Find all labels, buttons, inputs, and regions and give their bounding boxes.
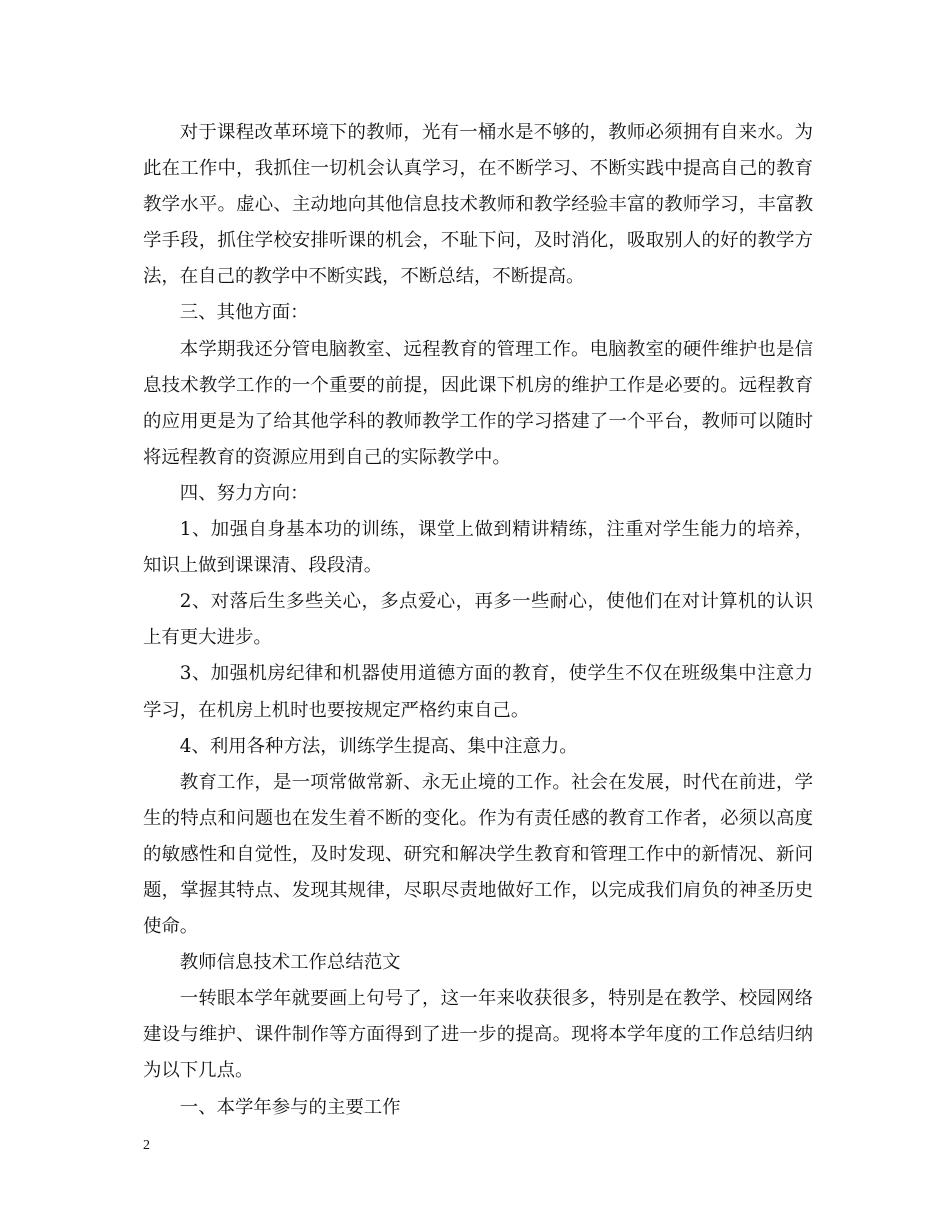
heading-effort-direction: 四、努力方向： (179, 482, 309, 504)
paragraph-computer-room-management: 本学期我还分管电脑教室、远程教育的管理工作。电脑教室的硬件维护也是信息技术教学工作的一个重要的前提，因此课下机房的维护工作是必要的。远程教育的应用更是为了给其他学科的教师教学工作的学习搭建了一个平台，教师可以随时将远程教育的资源应用到自己的实际教学中。 (143, 338, 813, 468)
paragraph-education-work: 教育工作，是一项常做常新、永无止境的工作。社会在发展，时代在前进，学生的特点和问题也在发生着不断的变化。作为有责任感的教育工作者，必须以高度的敏感性和自觉性，及时发现、研究和解决学生教育和管理工作中的新情况、新问题，掌握其特点、发现其规律，尽职尽责地做好工作，以完成我们肩负的神圣历史使命。 (143, 771, 813, 938)
heading-main-work: 一、本学年参与的主要工作 (179, 1096, 401, 1118)
list-item-2: 2、对落后生多些关心，多点爱心，再多一些耐心，使他们在对计算机的认识上有更大进步。 (143, 591, 813, 649)
list-item-3: 3、加强机房纪律和机器使用道德方面的教育，使学生不仅在班级集中注意力学习，在机房上机时也要按规定严格约束自己。 (143, 663, 813, 721)
document-body (143, 115, 813, 1126)
paragraph-teacher-learning: 对于课程改革环境下的教师，光有一桶水是不够的，教师必须拥有自来水。为此在工作中，我抓住一切机会认真学习，在不断学习、不断实践中提高自己的教育教学水平。虚心、主动地向其他信息技术教师和教学经验丰富的教师学习，丰富教学手段，抓住学校安排听课的机会，不耻下问，及时消化，吸取别人的好的教学方法，在自己的教学中不断实践，不断总结，不断提高。 (143, 122, 813, 288)
list-item-1: 1、加强自身基本功的训练，课堂上做到精讲精练，注重对学生能力的培养，知识上做到课课清、段段清。 (143, 519, 813, 577)
section-title: 教师信息技术工作总结范文 (179, 952, 401, 974)
paragraph-year-summary: 一转眼本学年就要画上句号了，这一年来收获很多，特别是在教学、校园网络建设与维护、课件制作等方面得到了进一步的提高。现将本学年度的工作总结归纳为以下几点。 (143, 988, 813, 1082)
heading-other-aspects: 三、其他方面： (179, 302, 309, 324)
list-item-4: 4、利用各种方法，训练学生提高、集中注意力。 (179, 735, 578, 757)
page-number: 2 (143, 1138, 150, 1153)
